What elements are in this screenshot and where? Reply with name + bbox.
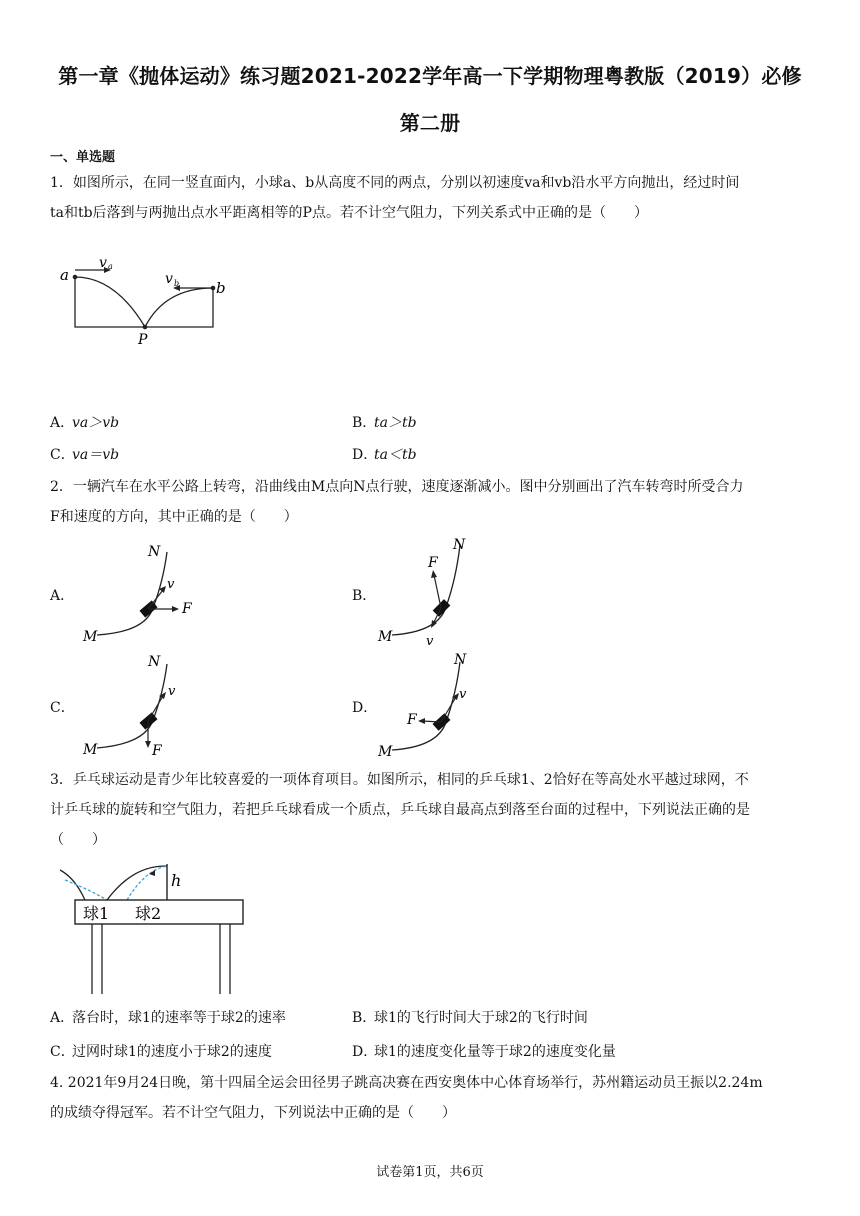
q1-label-vb: v — [165, 271, 173, 287]
question-2-stem — [50, 472, 820, 532]
question-4-line-2: 的成绩夺得冠军。若不计空气阻力，下列说法中正确的是（ ） — [50, 1105, 456, 1121]
q3-option-b[interactable]: B．球1的飞行时间大于球2的飞行时间 — [352, 1010, 588, 1026]
document-title-line1: 第一章《抛体运动》练习题2021-2022学年高一下学期物理粤教版（2019）必修 — [58, 64, 802, 88]
svg-text:N: N — [148, 544, 161, 560]
q1-trajectory-b — [145, 288, 213, 327]
q1-option-c[interactable]: C．va＝vb — [50, 447, 120, 463]
q2-option-d[interactable]: D． — [352, 700, 378, 716]
q1-label-a: a — [60, 266, 69, 284]
q1-frame — [75, 277, 213, 327]
question-4-line-1: 4. 2021年9月24日晚，第十四届全运会田径男子跳高决赛在西安奥体中心体育场举行，苏州籍运动员王振以2.24m — [50, 1075, 763, 1091]
question-3-line-1: 3．乒乓球运动是青少年比较喜爱的一项体育项目。如图所示，相同的乒乓球1、2恰好在等高处水平越过球网，不 — [50, 772, 749, 788]
svg-text:v: v — [426, 634, 434, 649]
svg-text:M: M — [378, 629, 393, 645]
q3-trajectory-ball2 — [127, 866, 167, 900]
q3-label-ball1: 球1 — [83, 904, 110, 923]
q1-label-va-sub: a — [108, 262, 113, 271]
q1-label-va: v — [99, 255, 107, 271]
question-1-line-1: 1．如图所示，在同一竖直面内，小球a、b从高度不同的两点，分别以初速度va和vb沿水平方向抛出，经过时间 — [50, 175, 740, 191]
q2-figure-d — [370, 652, 500, 762]
svg-text:v: v — [459, 687, 467, 702]
svg-text:M: M — [83, 742, 98, 758]
question-2-line-1: 2．一辆汽车在水平公路上转弯，沿曲线由M点向N点行驶，速度逐渐减小。图中分别画出了汽车转弯时所受合力 — [50, 479, 744, 495]
svg-text:F: F — [407, 712, 417, 728]
q2-option-a[interactable]: A． — [50, 588, 75, 604]
q3-option-d[interactable]: D．球1的速度变化量等于球2的速度变化量 — [352, 1044, 616, 1060]
svg-text:v: v — [168, 684, 176, 699]
svg-text:M: M — [83, 629, 98, 645]
svg-text:N: N — [148, 654, 161, 670]
svg-text:F: F — [428, 555, 438, 571]
page-footer: 试卷第1页，共6页 — [376, 1165, 484, 1180]
q2-option-b[interactable]: B． — [352, 588, 377, 604]
q1-trajectory-a — [75, 277, 145, 327]
svg-text:F: F — [182, 601, 192, 617]
question-3-line-2: 计乒乓球的旋转和空气阻力，若把乒乓球看成一个质点，乒乓球自最高点到落至台面的过程中，下列说法正确的是 — [50, 802, 750, 818]
q1-point-a — [73, 275, 78, 280]
q1-label-vb-sub: b — [174, 279, 180, 288]
q1-option-b[interactable]: B．ta＞tb — [352, 415, 417, 431]
q2-figure-b — [370, 535, 500, 655]
q3-label-ball2: 球2 — [135, 904, 162, 923]
q1-option-d[interactable]: D．ta＜tb — [352, 447, 417, 463]
question-2-line-2: F和速度的方向，其中正确的是（ ） — [50, 509, 298, 525]
q1-label-p: P — [138, 332, 148, 348]
question-1-line-2: ta和tb后落到与两抛出点水平距离相等的P点。若不计空气阻力，下列关系式中正确的是（ ） — [50, 205, 648, 221]
q2-option-c[interactable]: C． — [50, 700, 75, 716]
q3-option-c[interactable]: C．过网时球1的速度小于球2的速度 — [50, 1044, 272, 1060]
question-3-line-3: （ ） — [50, 832, 106, 848]
q2-figure-a — [75, 540, 205, 650]
question-3-figure — [55, 860, 255, 1000]
q1-label-b: b — [216, 279, 226, 297]
svg-text:M: M — [378, 744, 393, 760]
svg-text:N: N — [453, 537, 466, 553]
q1-point-p — [143, 325, 148, 330]
question-1-figure — [55, 250, 235, 350]
question-3-stem — [50, 765, 820, 855]
q1-option-a[interactable]: A．va＞vb — [50, 415, 120, 431]
section-heading: 一、单选题 — [50, 150, 116, 165]
q3-trajectory-ball1 — [107, 866, 167, 900]
q2-figure-c — [75, 652, 205, 762]
question-1-stem — [50, 168, 820, 228]
svg-text:h: h — [171, 871, 182, 890]
document-title-line2: 第二册 — [399, 111, 461, 135]
svg-text:N: N — [454, 652, 467, 668]
question-4-stem — [50, 1068, 820, 1128]
svg-text:v: v — [167, 577, 175, 592]
q3-option-a[interactable]: A．落台时，球1的速率等于球2的速率 — [50, 1010, 286, 1026]
svg-text:F: F — [152, 743, 162, 759]
